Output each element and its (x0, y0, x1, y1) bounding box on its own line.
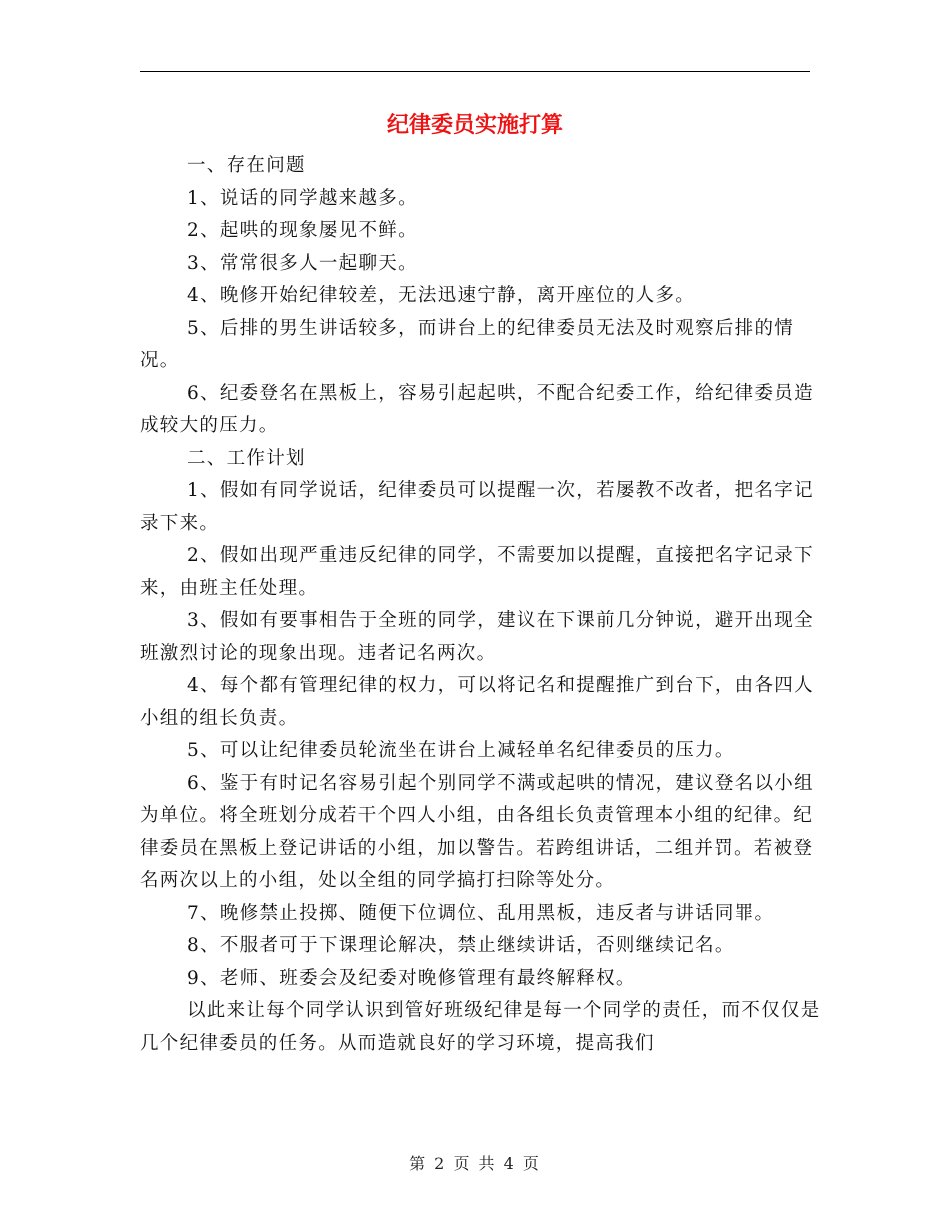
problem-item-5: 5、后排的男生讲话较多，而讲台上的纪律委员无法及时观察后排的情况。 (140, 317, 795, 371)
plan-item-3: 3、假如有要事相告于全班的同学，建议在下课前几分钟说，避开出现全班激烈讨论的现象出现。违者记名两次。 (140, 610, 814, 664)
section-heading-problems: 一、存在问题 (187, 155, 306, 176)
page-number-footer: 第 2 页 共 4 页 (409, 1154, 541, 1173)
plan-item-2: 2、假如出现严重违反纪律的同学，不需要加以提醒，直接把名字记录下来，由班主任处理。 (140, 545, 814, 599)
section-heading-plan: 二、工作计划 (187, 447, 306, 469)
plan-item-5: 5、可以让纪律委员轮流坐在讲台上减轻单名纪律委员的压力。 (187, 740, 735, 761)
closing-paragraph: 以此来让每个同学认识到管好班级纪律是每一个同学的责任，而不仅仅是几个纪律委员的任务。从而造就良好的学习环境，提高我们 (140, 1000, 821, 1054)
plan-item-4: 4、每个都有管理纪律的权力，可以将记名和提醒推广到台下，由各四人小组的组长负责。 (140, 675, 814, 729)
document-body (140, 150, 830, 1060)
plan-item-8: 8、不服者可于下课理论解决，禁止继续讲话，否则继续记名。 (187, 935, 735, 956)
header-rule (140, 71, 810, 72)
plan-item-9: 9、老师、班委会及纪委对晚修管理有最终解释权。 (187, 967, 636, 989)
problem-item-2: 2、起哄的现象屡见不鲜。 (187, 220, 418, 241)
problem-item-1: 1、说话的同学越来越多。 (187, 187, 418, 209)
plan-item-6: 6、鉴于有时记名容易引起个别同学不满或起哄的情况，建议登名以小组为单位。将全班划分成若干个四人小组，由各组长负责管理本小组的纪律。纪律委员在黑板上登记讲话的小组，加以警告。若跨组讲话，二组并罚。若被登名两次以上的小组，处以全组的同学搞打扫除等处分。 (140, 772, 814, 891)
problem-item-4: 4、晚修开始纪律较差，无法迅速宁静，离开座位的人多。 (187, 285, 696, 306)
problem-item-3: 3、常常很多人一起聊天。 (187, 252, 418, 274)
plan-item-1: 1、假如有同学说话，纪律委员可以提醒一次，若屡教不改者，把名字记录下来。 (140, 480, 814, 534)
document-title: 纪律委员实施打算 (386, 113, 563, 138)
problem-item-6: 6、纪委登名在黑板上，容易引起起哄，不配合纪委工作，给纪律委员造成较大的压力。 (140, 382, 814, 436)
plan-item-7: 7、晚修禁止投掷、随便下位调位、乱用黑板，违反者与讲话同罪。 (187, 902, 775, 924)
